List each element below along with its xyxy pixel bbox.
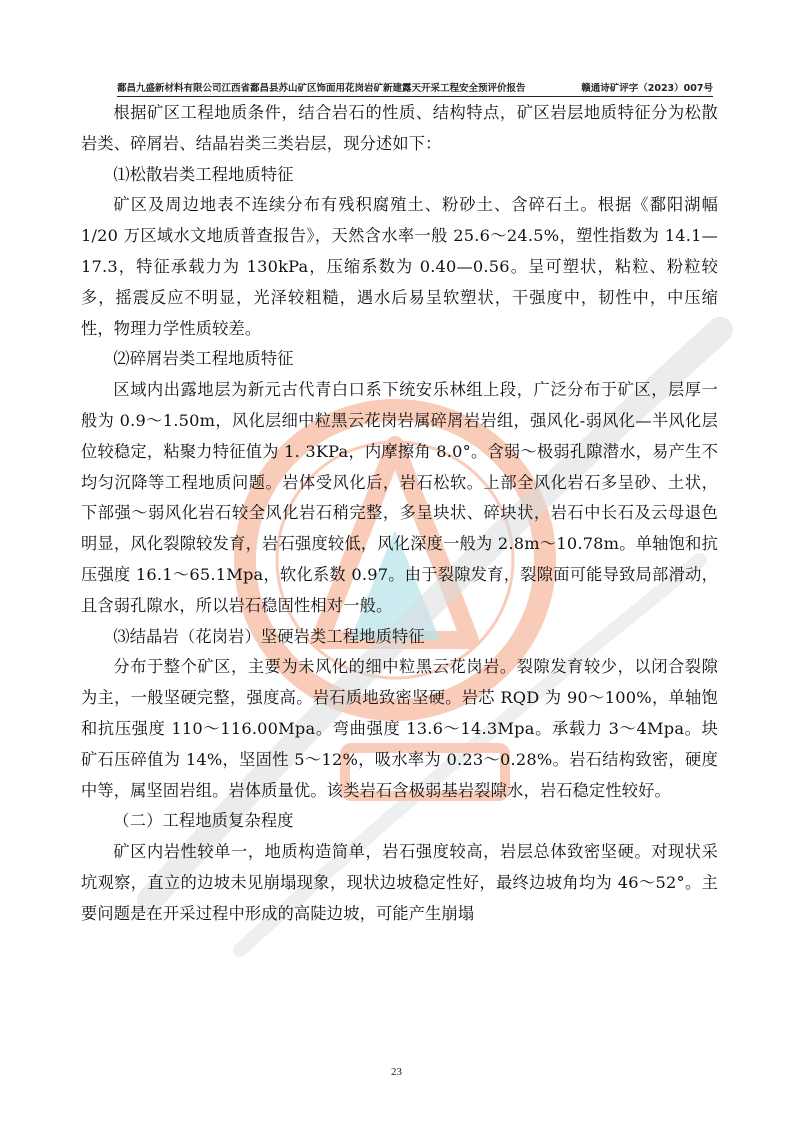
intro-paragraph: 根据矿区工程地质条件，结合岩石的性质、结构特点，矿区岩层地质特征分为松散岩类、碎屑岩、结晶岩类三类岩层，现分述如下： xyxy=(81,103,718,153)
body-text xyxy=(81,98,718,930)
section-heading-clastic-rock: ⑵碎屑岩类工程地质特征 xyxy=(113,349,294,369)
section-heading-complexity: （二）工程地质复杂程度 xyxy=(113,811,294,831)
section-heading-loose-rock: ⑴松散岩类工程地质特征 xyxy=(113,164,294,184)
header-doc-number: 赣通诗矿评字（2023）007号 xyxy=(581,83,713,94)
section-heading-crystalline-rock: ⑶结晶岩（花岗岩）坚硬岩类工程地质特征 xyxy=(113,626,425,646)
header-title: 鄱昌九盛新材料有限公司江西省鄱昌县苏山矿区饰面用花岗岩矿新建露天开采工程安全预评价报告 xyxy=(117,83,526,94)
clastic-rock-paragraph: 区域内出露地层为新元古代青白口系下统安乐林组上段，广泛分布于矿区，层厚一般为 0.9～1.50m，风化层细中粒黑云花岗岩属碎屑岩岩组，强风化-弱风化—半风化层位较稳定，粘聚力特征值为 1. 3KPa，内摩擦角 8.0°。含弱～极弱孔隙潜水，易产生不均匀沉降等工程地质问题。岩体受风化后，岩石松软。上部全风化岩石多呈砂、土状，下部强～弱风化岩石较全风化岩石稍完整，多呈块状、碎块状，岩石中长石及云母退色明显，风化裂隙较发育，岩石强度较低，风化深度一般为 2.8m～10.78m。单轴饱和抗压强度 16.1～65.1Mpa，软化系数 0.97。由于裂隙发育，裂隙面可能导致局部滑动，且含弱孔隙水，所以岩石稳固性相对一般。 xyxy=(81,380,718,615)
crystalline-rock-paragraph: 分布于整个矿区，主要为未风化的细中粒黑云花岗岩。裂隙发育较少，以闭合裂隙为主，一般坚硬完整，强度高。岩石质地致密坚硬。岩芯 RQD 为 90～100%，单轴饱和抗压强度 110～116.00Mpa。弯曲强度 13.6～14.3Mpa。承载力 3～4Mpa。块矿石压碎值为 14%，坚固性 5～12%，吸水率为 0.23～0.28%。岩石结构致密，硬度中等，属坚固岩组。岩体质量优。该类岩石含极弱基岩裂隙水，岩石稳定性较好。 xyxy=(81,657,718,800)
loose-rock-paragraph: 矿区及周边地表不连续分布有残积腐殖土、粉砂土、含碎石土。根据《鄱阳湖幅 1/20 万区域水文地质普查报告》，天然含水率一般 25.6～24.5%，塑性指数为 14.1—17.3，特征承载力为 130kPa，压缩系数为 0.40—0.56。呈可塑状，粘粒、粉粒较多，摇震反应不明显，光泽较粗糙，遇水后易呈软塑状，干强度中，韧性中，中压缩性，物理力学性质较差。 xyxy=(81,195,718,338)
page-number: 23 xyxy=(391,1066,402,1078)
page-header xyxy=(117,76,713,97)
complexity-paragraph: 矿区内岩性较单一，地质构造简单，岩石强度较高，岩层总体致密坚硬。对现状采坑观察，直立的边坡未见崩塌现象，现状边坡稳定性好，最终边坡角均为 46～52°。主要问题是在开采过程中形成的高陡边坡，可能产生崩塌 xyxy=(81,842,718,923)
